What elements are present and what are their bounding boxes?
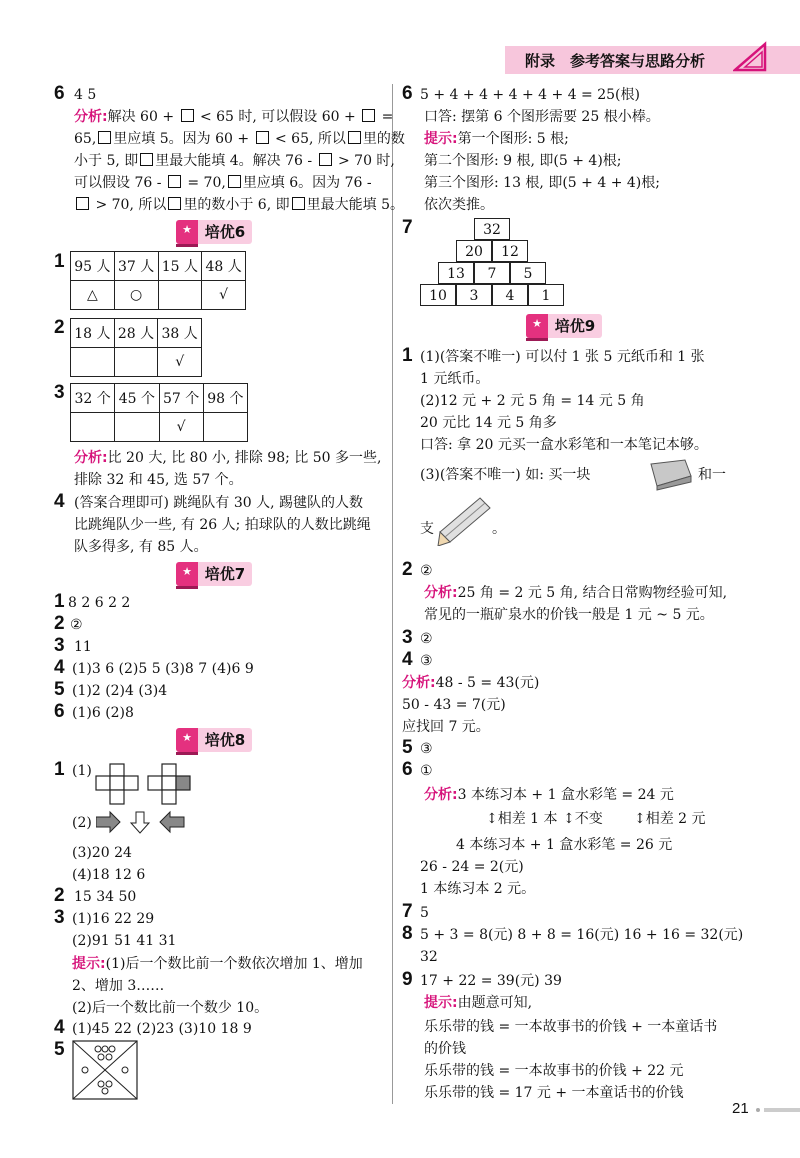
analysis-line: 1 本练习本 2 元。 [420,881,536,897]
analysis-label: 分析: [74,109,108,125]
blank-box [76,197,89,210]
answer-text: 。 [492,521,506,537]
pyramid-cell: 12 [492,240,528,262]
section-title: 培优9 [548,314,602,338]
question-number: 4 [54,657,65,678]
answer-text: 32 [420,949,438,965]
question-number: 7 [402,901,413,922]
hint-line: 的价钱 [424,1041,466,1057]
footer-dot [756,1108,760,1112]
analysis-line: 常见的一瓶矿泉水的价钱一般是 1 元 ~ 5 元。 [424,607,714,623]
blank-box [181,109,194,122]
hint-line: 提示:(1)后一个数比前一个数依次增加 1、增加 [72,956,363,972]
blank-box [98,131,111,144]
arrow-figures [96,810,186,834]
answer-line: (答案合理即可) 跳绳队有 30 人, 踢毽队的人数 [74,495,363,511]
section-title: 培优8 [198,728,252,752]
blank-box [362,109,375,122]
answer-table: 95 人 37 人 15 人 48 人 △ ○ √ [70,251,246,310]
question-number: 3 [54,907,65,928]
question-number: 2 [54,613,65,634]
analysis-line: 分析:3 本练习本 + 1 盒水彩笔 = 24 元 [424,787,674,803]
hint-line: 提示:由题意可知, [424,995,533,1011]
analysis-line: 50 - 43 = 7(元) [402,697,506,713]
answer-text: 和一 [698,467,726,483]
analysis-line: 排除 32 和 45, 选 57 个。 [74,472,243,488]
section-title: 培优6 [198,220,252,244]
answer-text: ② [70,617,83,633]
answer-text: ③ [420,741,433,757]
answer-line: 队多得多, 有 85 人。 [74,539,208,555]
question-number: 4 [54,1017,65,1038]
analysis-line: 小于 5, 即 里最大能填 4。解决 76 - > 70 时, [74,153,395,169]
question-number: 6 [402,83,413,104]
section-banner-py8 [176,728,252,752]
eraser-icon [645,456,695,492]
question-number: 3 [54,635,65,656]
question-number: 1 [402,345,413,366]
question-number: 1 [54,251,65,272]
pyramid-cell: 1 [528,284,564,306]
answer-text: 5 + 4 + 4 + 4 + 4 + 4 = 25(根) [420,87,640,103]
answer-text: 支 [420,521,434,537]
updown-arrow-icon: ↕ [563,811,575,827]
hint-line: (2)后一个数比前一个数少 10。 [72,1000,269,1016]
updown-arrow-icon: ↕ [486,811,498,827]
blank-box [168,175,181,188]
header-prefix: 附录 [525,52,556,70]
answer-text: (1) [72,763,92,779]
question-number: 1 [54,759,65,780]
answer-text: 8 2 6 2 2 [68,595,131,611]
section-title: 培优7 [198,562,252,586]
answer-line: 比跳绳队少一些, 有 26 人; 拍球队的人数比跳绳 [74,517,371,533]
question-number: 2 [402,559,413,580]
answer-text: ② [420,631,433,647]
question-number: 4 [54,491,65,512]
pyramid-cell: 3 [456,284,492,306]
question-number: 5 [54,679,65,700]
pyramid-cell: 32 [474,218,510,240]
question-number: 2 [54,885,65,906]
pyramid-cell: 4 [492,284,528,306]
answer-text: 口答: 拿 20 元买一盒水彩笔和一本笔记本够。 [420,437,708,453]
cube-net-figures [94,762,194,806]
pyramid-cell: 13 [438,262,474,284]
answer-text: 5 [420,905,429,921]
answer-text: (1)3 6 (2)5 5 (3)8 7 (4)6 9 [72,661,254,677]
hint-line: 乐乐带的钱 = 一本故事书的价钱 + 22 元 [424,1063,684,1079]
page-number: 21 [732,1100,749,1117]
analysis-line: 分析:48 - 5 = 43(元) [402,675,540,691]
answer-text: 20 元比 14 元 5 角多 [420,415,557,431]
pyramid-cell: 20 [456,240,492,262]
answer-text: (3)20 24 [72,845,132,861]
question-number: 6 [402,759,413,780]
answer-table: 32 个 45 个 57 个 98 个 √ [70,383,248,442]
question-number: 8 [402,923,413,944]
hint-line: 第二个图形: 9 根, 即(5 + 4)根; [424,153,622,169]
answer-text: 4 5 [74,87,97,103]
blank-box [228,175,241,188]
star-icon: ★ [176,220,198,244]
answer-text: (2)91 51 41 31 [72,933,177,949]
pyramid-cell: 10 [420,284,456,306]
analysis-line: 26 - 24 = 2(元) [420,859,524,875]
blank-box [140,153,153,166]
question-number: 3 [402,627,413,648]
difference-note: ↕不变 [563,811,603,827]
pyramid-cell: 7 [474,262,510,284]
answer-text: 15 34 50 [74,889,137,905]
answer-text: (2)12 元 + 2 元 5 角 = 14 元 5 角 [420,393,645,409]
question-number: 6 [54,701,65,722]
question-number: 6 [54,83,65,104]
answer-text: 5 + 3 = 8(元) 8 + 8 = 16(元) 16 + 16 = 32(元) [420,927,744,943]
analysis-line: 4 本练习本 + 1 盒水彩笔 = 26 元 [456,837,673,853]
question-number: 1 [54,591,65,612]
blank-box [348,131,361,144]
question-number: 3 [54,382,65,403]
updown-arrow-icon: ↕ [634,811,646,827]
question-number: 2 [54,317,65,338]
difference-note: ↕相差 1 本 [486,811,558,827]
answer-text: 17 + 22 = 39(元) 39 [420,973,562,989]
answer-text: (4)18 12 6 [72,867,146,883]
question-number: 9 [402,969,413,990]
square-dots-figure [72,1040,138,1100]
question-number: 5 [54,1039,65,1060]
question-number: 7 [402,217,413,238]
pencil-icon [436,496,492,546]
blank-box [168,197,181,210]
question-number: 4 [402,649,413,670]
answer-text: (3)(答案不唯一) 如: 买一块 [420,467,591,483]
analysis-line: 应找回 7 元。 [402,719,490,735]
answer-text: (1)2 (2)4 (3)4 [72,683,168,699]
answer-text: (1)6 (2)8 [72,705,134,721]
blank-box [319,153,332,166]
blank-box [292,197,305,210]
star-icon: ★ [176,562,198,586]
column-divider [392,84,393,1104]
blank-box [256,131,269,144]
answer-text: 口答: 摆第 6 个图形需要 25 根小棒。 [424,109,660,125]
answer-text: (2) [72,815,92,831]
hint-line: 第三个图形: 13 根, 即(5 + 4 + 4)根; [424,175,660,191]
answer-table: 18 人 28 人 38 人 √ [70,318,202,377]
answer-text: (1)16 22 29 [72,911,155,927]
answer-text: ② [420,563,433,579]
hint-line: 乐乐带的钱 = 17 元 + 一本童话书的价钱 [424,1085,684,1101]
hint-line: 乐乐带的钱 = 一本故事书的价钱 + 一本童话书 [424,1019,718,1035]
answer-text: ① [420,763,433,779]
hint-line: 依次类推。 [424,197,494,213]
answer-text: (1)(答案不唯一) 可以付 1 张 5 元纸币和 1 张 [420,349,705,365]
section-banner-py6 [176,220,252,244]
answer-text: 1 元纸币。 [420,371,490,387]
hint-line: 2、增加 3…… [72,978,165,994]
section-banner-py7 [176,562,252,586]
star-icon: ★ [526,314,548,338]
pyramid-cell: 5 [510,262,546,284]
section-banner-py9 [526,314,602,338]
hint-line: 提示:第一个图形: 5 根; [424,131,569,147]
analysis-line: 65, 里应填 5。因为 60 + < 65, 所以 里的数 [74,131,405,147]
answer-text: (1)45 22 (2)23 (3)10 18 9 [72,1021,252,1037]
answer-text: 11 [74,639,92,655]
difference-note: ↕相差 2 元 [634,811,706,827]
analysis-line: > 70, 所以 里的数小于 6, 即 里最大能填 5。 [74,196,404,214]
analysis-line: 分析:比 20 大, 比 80 小, 排除 98; 比 50 多一些, [74,450,382,466]
star-icon: ★ [176,728,198,752]
answer-text: ③ [420,653,433,669]
analysis-line: 可以假设 76 - = 70, 里应填 6。因为 76 - [74,175,372,191]
question-number: 5 [402,737,413,758]
analysis-line: 分析:解决 60 + < 65 时, 可以假设 60 + = [74,109,394,125]
header-title: 参考答案与思路分析 [570,52,706,70]
triangle-ruler-icon [733,40,769,74]
footer-bar [764,1108,800,1112]
analysis-line: 分析:25 角 = 2 元 5 角, 结合日常购物经验可知, [424,585,728,601]
